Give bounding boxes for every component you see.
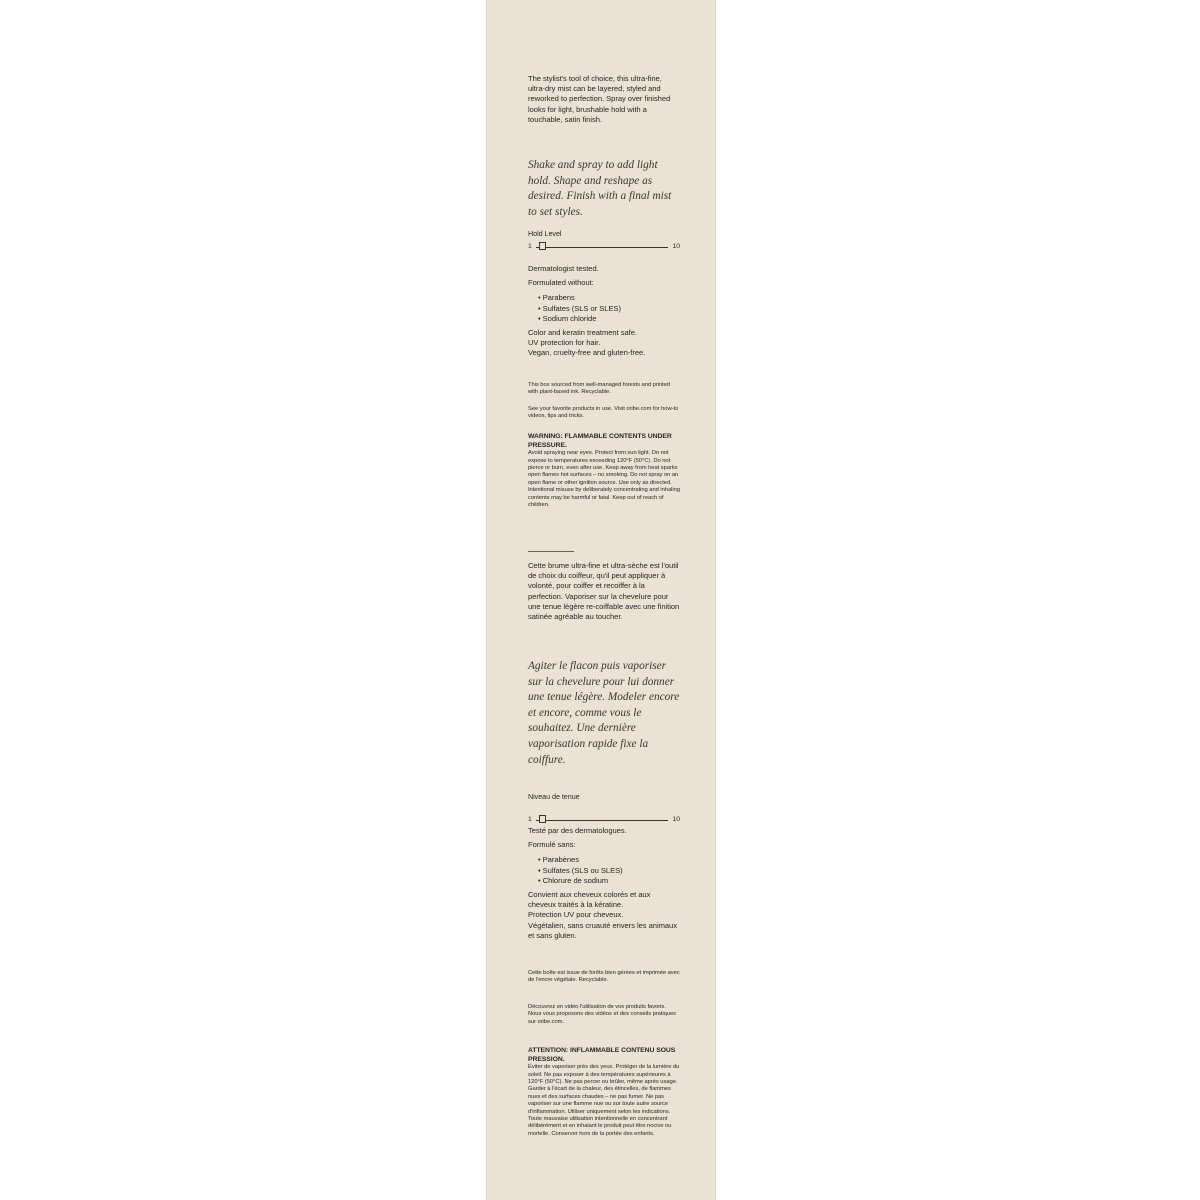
niveau-de-tenue-label: Niveau de tenue [528,792,580,801]
claim-line: Végétalien, sans cruauté envers les animaux et sans gluten. [528,920,677,940]
scale-marker [539,815,546,823]
claim-line: UV protection for hair. [528,338,601,348]
box-sourcing-note: This box sourced from well-managed forests and printed with plant-based ink. Recyclable. [528,382,670,396]
hold-level-scale-fr [528,815,680,825]
formulated-without: Formulated without: [528,278,594,288]
french-warning [528,1047,680,1138]
without-list [528,293,680,324]
warning-body: Avoid spraying near eyes. Protect from sun light. Do not expose to temperatures exceeding 120°F (50°C). Do not pierce or burn, even after use. Keep away from heat sparks open flames hot surfaces – no smoking. Do not spray on an open flame or other ignition source. Use only as directed. Intentional misuse by deliberately concentrating and inhaling contents may be harmful or fatal. Keep out of reach of children. [528,450,680,509]
list-item: • Parabens [538,293,680,303]
box-sourcing-note: Cette boîte est issue de forêts bien gérées et imprimée avec de l'encre végétale. Recyclable. [528,970,680,984]
list-item: • Sodium chloride [538,314,680,324]
english-claims-block [528,264,680,359]
hold-level-label: Hold Level [528,229,562,238]
french-directions: Agiter le flacon puis vaporiser sur la chevelure pour lui donner une tenue légère. Modeler encore et encore, comme vous le souhaitez. Une dernière vaporisation rapide fixe la coiffure. [528,660,680,766]
product-box-side-panel [486,0,716,1200]
visit-note: See your favorite products in use. Visit oribe.com for how-to videos, tips and tricks. [528,406,679,420]
scale-max: 10 [672,816,680,823]
derm-tested: Testé par des dermatologues. [528,826,627,835]
scale-track [536,247,668,248]
english-description [528,74,680,125]
warning-title: WARNING: FLAMMABLE CONTENTS UNDER PRESSURE. [528,433,672,449]
french-claims-block [528,826,680,941]
scale-min: 1 [528,243,532,250]
scale-min: 1 [528,816,532,823]
english-warning [528,433,680,509]
formulated-without: Formulé sans: [528,840,576,850]
description-text: Cette brume ultra-fine et ultra-sèche est l'outil de choix du coiffeur, qu'il peut appliquer à volonté, pour coiffer et recoiffer à la perfection. Vaporiser sur la chevelure pour une tenue légère re-coiffable avec une finition satinée agréable au toucher. [528,561,680,622]
derm-tested: Dermatologist tested. [528,264,599,273]
scale-track [536,820,668,821]
description-text: The stylist's tool of choice, this ultra-fine, ultra-dry mist can be layered, styled and reworked to perfection. Spray over finished looks for light, brushable hold with a touchable, satin finish. [528,74,671,124]
hold-level-scale [528,242,680,252]
claim-line: Convient aux cheveux colorés et aux cheveux traités à la kératine. [528,890,651,910]
language-divider [528,551,574,552]
french-description [528,561,680,622]
list-item: • Sulfates (SLS ou SLES) [538,866,680,876]
warning-title: ATTENTION: INFLAMMABLE CONTENU SOUS PRESSION. [528,1047,676,1063]
claim-line: Vegan, cruelty-free and gluten-free. [528,348,646,358]
without-list [528,855,680,886]
warning-body: Éviter de vaporiser près des yeux. Protéger de la lumière du soleil. Ne pas exposer à des températures supérieures à 120°F (50°C). Ne pas percer ou brûler, même après usage. Garder à l'écart de la chaleur, des étincelles, de flammes nues et des surfaces chaudes – ne pas fumer. Ne pas vaporiser sur une flamme nue ou sur toute autre source d'inflammation. Utiliser uniquement selon les indications. Toute mauvaise utilisation intentionnelle en concentrant délibérément et en inhalant le produit peut être nocive ou mortelle. Conserver hors de la portée des enfants. [528,1064,680,1137]
scale-max: 10 [672,243,680,250]
visit-note: Découvrez en vidéo l'utilisation de vos produits favoris. Nous vous proposons des vidéos et des conseils pratiques sur oribe.com. [528,1004,677,1025]
claim-line: Protection UV pour cheveux. [528,910,624,920]
list-item: • Parabènes [538,855,680,865]
scale-marker [539,242,546,250]
list-item: • Chlorure de sodium [538,876,680,886]
claim-line: Color and keratin treatment safe. [528,328,637,338]
list-item: • Sulfates (SLS or SLES) [538,304,680,314]
english-directions: Shake and spray to add light hold. Shape and reshape as desired. Finish with a final mist to set styles. [528,159,672,218]
